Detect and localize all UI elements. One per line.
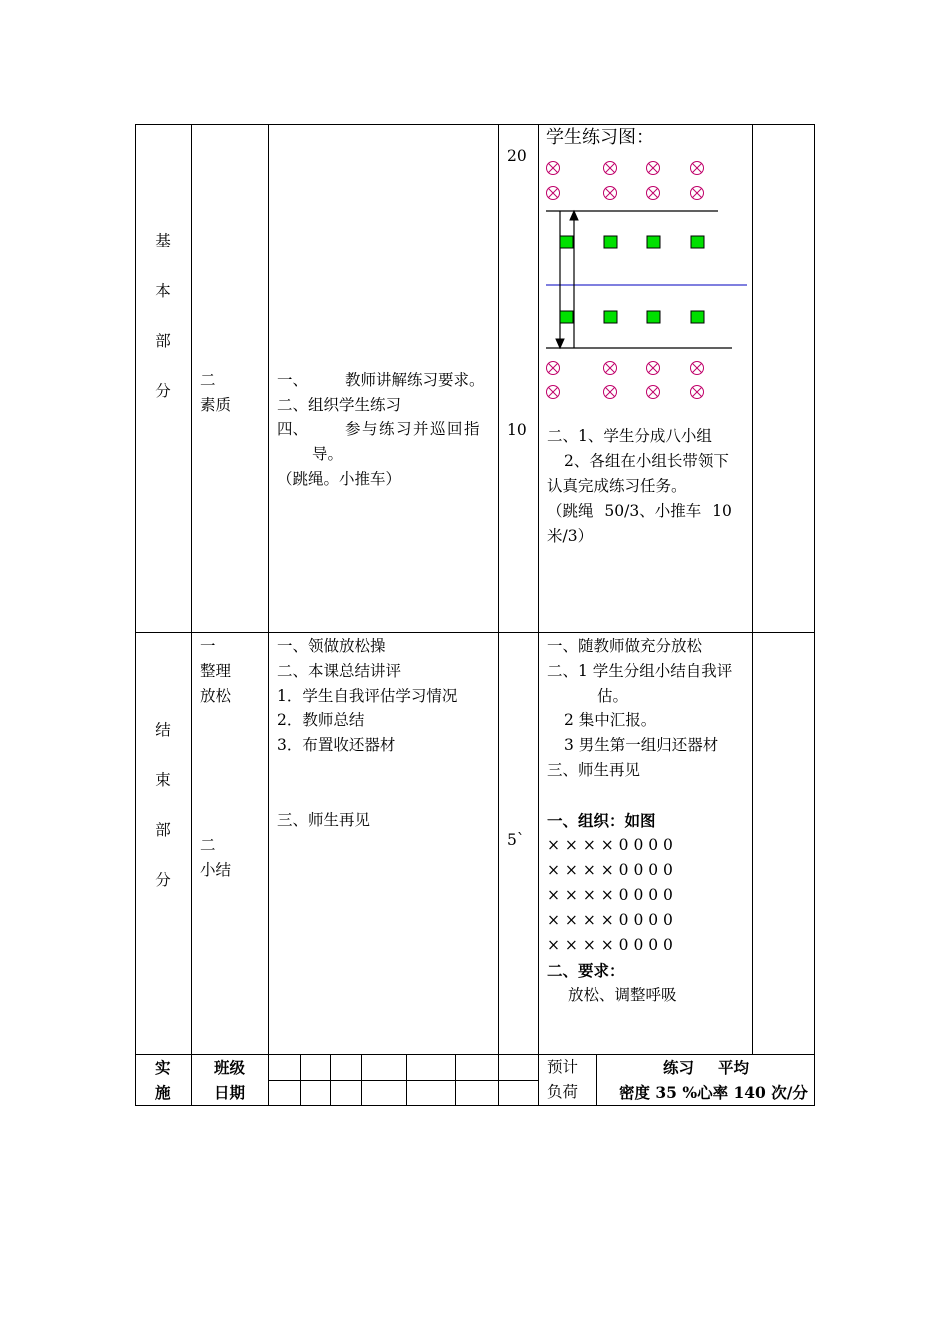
content-label-text: 放松 [200, 687, 232, 705]
formation-row: × × × × 0 0 0 0 [547, 836, 673, 854]
teacher-line: （跳绳。小推车） [277, 470, 402, 488]
req-title: 二、要求： [547, 961, 625, 980]
teacher-line: 参与练习并巡回指 [345, 420, 482, 438]
impl-label: 施 [155, 1083, 171, 1102]
formation-row: × × × × 0 0 0 0 [547, 886, 673, 904]
green-square-icon [691, 311, 704, 323]
practice-label: 练习 [663, 1058, 695, 1077]
green-square-row-1 [560, 236, 704, 248]
teacher-line: 导。 [312, 445, 344, 463]
section-char: 本 [155, 282, 171, 300]
student-line: （跳绳 50/3、小推车 10 [547, 502, 732, 520]
circle-cross-icon [691, 386, 704, 399]
content-label-text: 素质 [200, 396, 232, 414]
teacher-line: 三、师生再见 [277, 811, 371, 829]
circle-cross-icon [604, 386, 617, 399]
section-char: 分 [155, 871, 171, 889]
circle-cross-icon [691, 362, 704, 375]
circle-cross-icon [604, 362, 617, 375]
student-line: 2 集中汇报。 [564, 711, 657, 729]
content-label-text: 小结 [200, 861, 232, 879]
teacher-line: 一、 [277, 371, 309, 389]
circle-cross-icon [691, 162, 704, 175]
teacher-line: 3．布置收还器材 [277, 736, 396, 754]
green-square-row-2 [560, 311, 704, 323]
green-square-icon [647, 236, 660, 248]
circle-cross-row-top-2 [547, 187, 704, 200]
circle-cross-icon [547, 362, 560, 375]
circle-cross-icon [647, 362, 660, 375]
student-line: 米/3） [547, 527, 594, 545]
impl-label: 实 [155, 1058, 171, 1077]
section-char: 束 [155, 771, 171, 789]
section-char: 结 [155, 721, 171, 739]
green-square-icon [604, 311, 617, 323]
section-char: 基 [155, 232, 171, 250]
student-line: 估。 [597, 687, 629, 705]
circle-cross-row-bottom-1 [547, 362, 704, 375]
req-text: 放松、调整呼吸 [568, 986, 677, 1004]
teacher-line: 1．学生自我评估学习情况 [277, 687, 458, 705]
teacher-line: 一、领做放松操 [277, 637, 386, 655]
arrow-down-icon [556, 211, 564, 348]
student-line: 二、1 学生分组小结自我评 [547, 662, 733, 680]
teacher-line: 二、本课总结讲评 [277, 662, 402, 680]
load-label: 预计 [547, 1058, 579, 1076]
content-label-text: 整理 [200, 662, 232, 680]
circle-cross-icon [647, 162, 660, 175]
teacher-line: 教师讲解练习要求。 [345, 371, 485, 389]
teacher-line: 四、 [277, 420, 309, 438]
student-line: 三、师生再见 [547, 761, 641, 779]
circle-cross-icon [547, 187, 560, 200]
student-line: 3 男生第一组归还器材 [564, 736, 719, 754]
circle-cross-icon [647, 187, 660, 200]
content-label-num: 二 [200, 836, 216, 854]
date-label: 日期 [214, 1083, 246, 1102]
green-square-icon [647, 311, 660, 323]
green-square-icon [560, 236, 573, 248]
teacher-line: 2．教师总结 [277, 711, 365, 729]
org-title: 一、组织：如图 [547, 811, 656, 830]
density-line: 密度 35 %心率 140 次/分 [619, 1083, 808, 1102]
green-square-icon [560, 311, 573, 323]
circle-cross-row-top-1 [547, 162, 704, 175]
formation-row: × × × × 0 0 0 0 [547, 911, 673, 929]
green-square-icon [604, 236, 617, 248]
class-label: 班级 [214, 1058, 246, 1077]
time-value: 20 [507, 147, 527, 165]
average-label: 平均 [718, 1058, 750, 1077]
student-line: 认真完成练习任务。 [547, 477, 687, 495]
content-label-num: 二 [200, 371, 216, 389]
student-line: 二、1、学生分成八小组 [547, 427, 712, 445]
green-square-icon [691, 236, 704, 248]
load-label: 负荷 [547, 1083, 579, 1101]
circle-cross-icon [604, 187, 617, 200]
time-value: 10 [507, 421, 527, 439]
circle-cross-icon [547, 162, 560, 175]
student-line: 2、各组在小组长带领下 [564, 452, 729, 470]
diagram-title: 学生练习图： [546, 127, 654, 148]
section-char: 部 [155, 332, 171, 350]
circle-cross-row-bottom-2 [547, 386, 704, 399]
section-char: 分 [155, 382, 171, 400]
arrow-up-icon [570, 211, 578, 348]
student-line: 一、随教师做充分放松 [547, 637, 703, 655]
circle-cross-icon [547, 386, 560, 399]
formation-row: × × × × 0 0 0 0 [547, 861, 673, 879]
formation-row: × × × × 0 0 0 0 [547, 936, 673, 954]
teacher-line: 二、组织学生练习 [277, 396, 402, 414]
practice-diagram [539, 150, 752, 410]
time-value: 5` [507, 831, 525, 849]
circle-cross-icon [604, 162, 617, 175]
circle-cross-icon [647, 386, 660, 399]
content-label-num: 一 [200, 637, 216, 655]
section-char: 部 [155, 821, 171, 839]
circle-cross-icon [691, 187, 704, 200]
